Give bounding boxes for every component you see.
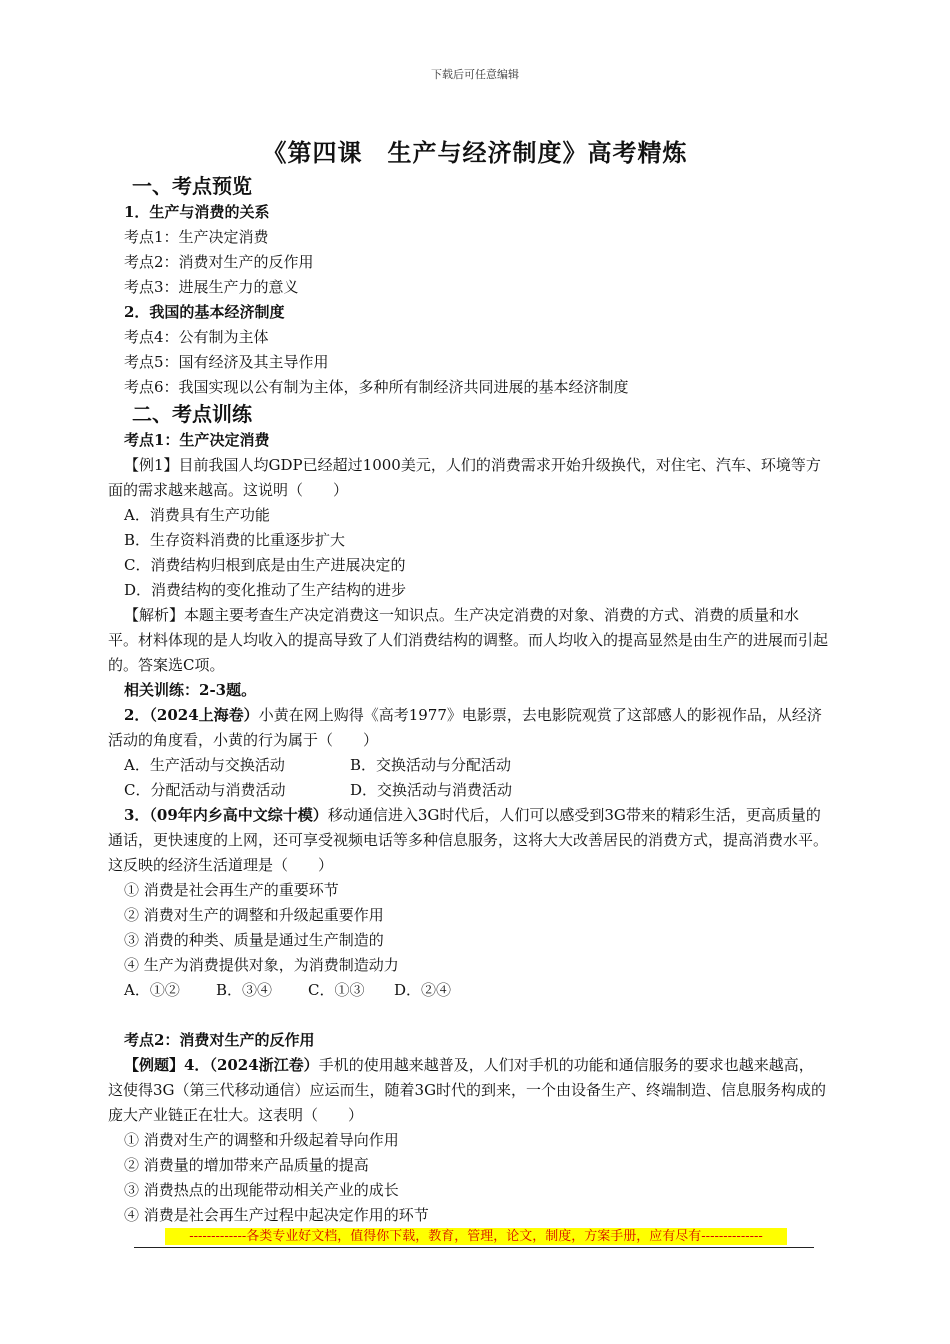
statement-item: ③ 消费热点的出现能带动相关产业的成长 <box>124 1181 399 1199</box>
footer-divider <box>134 1247 814 1248</box>
answer-option: C．消费结构归根到底是由生产进展决定的 <box>124 556 406 574</box>
point-item: 考点6：我国实现以公有制为主体，多种所有制经济共同进展的基本经济制度 <box>124 378 629 396</box>
question-2-label: 2．（2024上海卷） <box>124 706 259 724</box>
statement-item: ④ 消费是社会再生产过程中起决定作用的环节 <box>124 1206 429 1224</box>
answer-option: B．交换活动与分配活动 <box>350 756 512 774</box>
question-4-label: 【例题】4．（2024浙江卷） <box>124 1056 319 1074</box>
answer-option: D．②④ <box>394 981 452 999</box>
answer-option: B．生存资料消费的比重逐步扩大 <box>124 531 346 549</box>
question-2-text: 小黄在网上购得《高考1977》电影票，去电影院观赏了这部感人的影视作品，从经济活动的角度看，小黄的行为属于（ ） <box>108 706 822 749</box>
answer-option: C．①③ <box>308 981 365 999</box>
question-3-options-row <box>108 978 828 1003</box>
point-heading: 考点2：消费对生产的反作用 <box>124 1031 315 1049</box>
question-2-options-row <box>108 753 828 778</box>
point-item: 考点4：公有制为主体 <box>124 328 269 346</box>
point-heading: 考点1：生产决定消费 <box>124 431 270 449</box>
question-4-text: 手机的使用越来越普及，人们对手机的功能和通信服务的要求也越来越高，这使得3G（第三代移动通信）应运而生，随着3G时代的到来，一个由设备生产、终端制造、信息服务构成的庞大产业链正在壮大。这表明（ ） <box>108 1056 827 1124</box>
statement-item: ① 消费是社会再生产的重要环节 <box>124 881 339 899</box>
subsection-heading: 2．我国的基本经济制度 <box>124 303 285 321</box>
section-heading-training: 二、考点训练 <box>132 402 252 426</box>
spacer <box>108 1003 828 1028</box>
point-item: 考点5：国有经济及其主导作用 <box>124 353 329 371</box>
footer-banner: -------------各类专业好文档，值得你下载，教育，管理，论文，制度，方案手册，应有尽有-------------- <box>165 1228 787 1245</box>
header-note: 下载后可任意编辑 <box>431 68 519 81</box>
answer-option: D．交换活动与消费活动 <box>350 781 513 799</box>
example-1-question: 【例1】目前我国人均GDP已经超过1000美元，人们的消费需求开始升级换代，对住宅、汽车、环境等方面的需求越来越高。这说明（ ） <box>108 456 821 499</box>
point-item: 考点3：进展生产力的意义 <box>124 278 299 296</box>
answer-option: D．消费结构的变化推动了生产结构的进步 <box>124 581 407 599</box>
statement-item: ② 消费对生产的调整和升级起重要作用 <box>124 906 384 924</box>
question-3-label: 3．（09年内乡高中文综十模） <box>124 806 328 824</box>
statement-item: ① 消费对生产的调整和升级起着导向作用 <box>124 1131 399 1149</box>
subsection-heading: 1．生产与消费的关系 <box>124 203 270 221</box>
point-item: 考点1：生产决定消费 <box>124 228 269 246</box>
question-2 <box>108 703 828 753</box>
question-3-text: 移动通信进入3G时代后，人们可以感受到3G带来的精彩生活，更高质量的通话，更快速度的上网，还可享受视频电话等多种信息服务，这将大大改善居民的消费方式，提高消费水平。这反映的经济生活道理是（ ） <box>108 806 829 874</box>
example-1-analysis: 【解析】本题主要考查生产决定消费这一知识点。生产决定消费的对象、消费的方式、消费的质量和水平。材料体现的是人均收入的提高导致了人们消费结构的调整。而人均收入的提高显然是由生产的进展而引起的。答案选C项。 <box>108 606 829 674</box>
answer-option: A．①② <box>124 981 180 999</box>
document-body <box>108 172 828 1228</box>
question-2-options-row <box>108 778 828 803</box>
answer-option: C．分配活动与消费活动 <box>124 781 286 799</box>
section-heading-preview: 一、考点预览 <box>132 174 252 198</box>
statement-item: ④ 生产为消费提供对象，为消费制造动力 <box>124 956 399 974</box>
point-item: 考点2：消费对生产的反作用 <box>124 253 314 271</box>
statement-item: ② 消费量的增加带来产品质量的提高 <box>124 1156 369 1174</box>
document-title: 《第四课 生产与经济制度》高考精炼 <box>262 138 688 167</box>
answer-option: A．消费具有生产功能 <box>124 506 270 524</box>
related-training: 相关训练：2-3题。 <box>124 681 257 699</box>
answer-option: A．生产活动与交换活动 <box>124 756 285 774</box>
question-4 <box>108 1053 828 1128</box>
answer-option: B．③④ <box>216 981 273 999</box>
statement-item: ③ 消费的种类、质量是通过生产制造的 <box>124 931 384 949</box>
question-3 <box>108 803 828 878</box>
